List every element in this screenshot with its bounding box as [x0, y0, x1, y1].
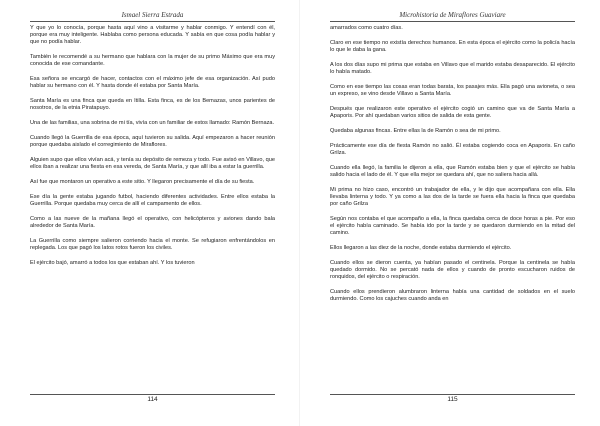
page-gutter [299, 0, 300, 426]
right-running-header: Microhistoria de Miraflores Guaviare [330, 11, 575, 22]
right-paragraph: Ellos llegaron a las diez de la noche, donde estaba durmiendo el ejército. [330, 244, 512, 251]
left-paragraph: Ese día la gente estaba jugando futbol, haciendo diferentes actividades. Entre ellos estaba la Guerrilla. Porque quedaba muy cerca de allí el campamento de ellos. [30, 193, 275, 207]
left-paragraph: La Guerrilla como siempre salieron corriendo hacia el monte. Se refugiaron enfrentándolos en replegada. Los que pagó los latos rotos fueron los civiles. [30, 237, 275, 251]
left-paragraph: El ejército bajó, amarró a todos los que estaban ahí. Y los tuvieron [30, 259, 195, 266]
right-paragraph: A los dos días supo mi prima que estaba en Villavo que el marido estaba desaparecido. El ejército lo había matado. [330, 61, 575, 75]
left-paragraph: Así fue que montaron un operativo a este sitio. Y llegaron precisamente el día de su fiesta. [30, 178, 255, 185]
left-page-number: 114 [30, 394, 275, 403]
right-paragraph: Según nos contaba el que acompaño a ella, la finca quedaba cerca de doce horas a pie. Por eso el ejército había caminado. Se había ido por la tarde y se quedaron durmiendo en la mitad del camino. [330, 215, 575, 236]
left-paragraph: Esa señora se encargó de hacer, contactos con el máximo jefe de esa organización. Así pudo hablar su hermano con él. Y hasta donde él estaba por Santa María. [30, 76, 275, 90]
right-paragraph: Claro en ese tiempo no existía derechos humanos. En esta época el ejército como la policía hacía lo que le daba la gana. [330, 39, 575, 53]
right-paragraph: Cuando ella llegó, la familia le dijeron a ella, que Ramón estaba bien y que el ejército se había salido hacia el lado de él. Y que ella mejor se quedara ahí, que no saliera hacia allá. [330, 164, 575, 178]
right-page-number: 115 [330, 394, 575, 403]
right-paragraph: Prácticamente ese día de fiesta Ramón no salió. Él estaba cogiendo coca en Apaporis. En caño Grilza. [330, 142, 575, 156]
right-paragraph: Después que realizaron este operativo el ejército cogió un camino que va de Santa María a Apaporis. Por ahí quedaban varios sitios de salida de esta gente. [330, 105, 575, 119]
left-paragraph: Alguien supo que ellos vivían acá, y tenía su depósito de remeza y todo. Fue avisó en Villavo, que ellos iban a realizar una fiesta en esa vereda, de Santa María, y que allí iba a estar la guerrilla. [30, 156, 275, 170]
left-running-header: Ismael Sierra Estrada [30, 11, 275, 22]
right-paragraph: amarrados como cuatro días. [330, 25, 403, 31]
left-paragraph: También le recomendé a su hermano que hablara con la mujer de su primo Máximo que era muy conocida de ese comandante. [30, 54, 275, 68]
right-paragraph: Cuando ellos se dieron cuenta, ya habían pasado el centinela. Porque la centinela se había quedado dormido. No se percató nada de ellos y cuando de pronto escucharon ruidos de ronquidos, del ejército o respiración. [330, 259, 575, 280]
right-paragraph: Mi prima no hizo caso, encontró un trabajador de ella, y le dijo que acompañara con ella. Ella llevaba linterna y todo. Y ya como a las dos de la tarde se fuera ella hacia la finca que quedaba por caño Grilza [330, 186, 575, 207]
right-paragraph: Como en ese tiempo las cosas eran todas barata, los pasajes más. Ella pagó una avioneta, o sea un expreso, se vino desde Villavo a Santa María. [330, 83, 575, 97]
right-page [330, 0, 575, 426]
left-paragraph: Y que yo lo conocía, porque hasta aquí vino a visitarme y hablar conmigo. Y entendí con él, porque era muy inteligente. Hablaba como persona educada. Y sabía en que cosa podía hablar y que no podía hablar. [30, 25, 275, 46]
left-paragraph: Santa María es una finca que queda en Itilla. Esta finca, es de los Bemazas, unos parientes de nosotros, de la etnia Piratapuyo. [30, 98, 275, 112]
left-paragraph: Como a las nueve de la mañana llegó el operativo, con helicópteros y aviones dando bala alrededor de Santa María. [30, 215, 275, 229]
right-paragraph: Cuando ellos prendieron alumbraron linterna había una cantidad de soldados en el suelo durmiendo. Como los cajuches cuando anda en [330, 288, 575, 302]
right-paragraph: Quedaba algunas fincas. Entre ellas la de Ramón o sea de mi primo. [330, 127, 501, 134]
left-paragraph: Cuando llegó la Guerrilla de esa época, aquí tuvieron su salida. Aquí empezaron a hacer reunión porque quedaba aislado el corregimiento de Miraflores. [30, 134, 275, 148]
left-page-body [30, 22, 275, 267]
left-paragraph: Una de las familias, una sobrina de mi tía, vivía con un familiar de estos llamado: Ramón Bernaza. [30, 119, 275, 126]
right-page-body [330, 22, 575, 303]
left-page [30, 0, 275, 426]
